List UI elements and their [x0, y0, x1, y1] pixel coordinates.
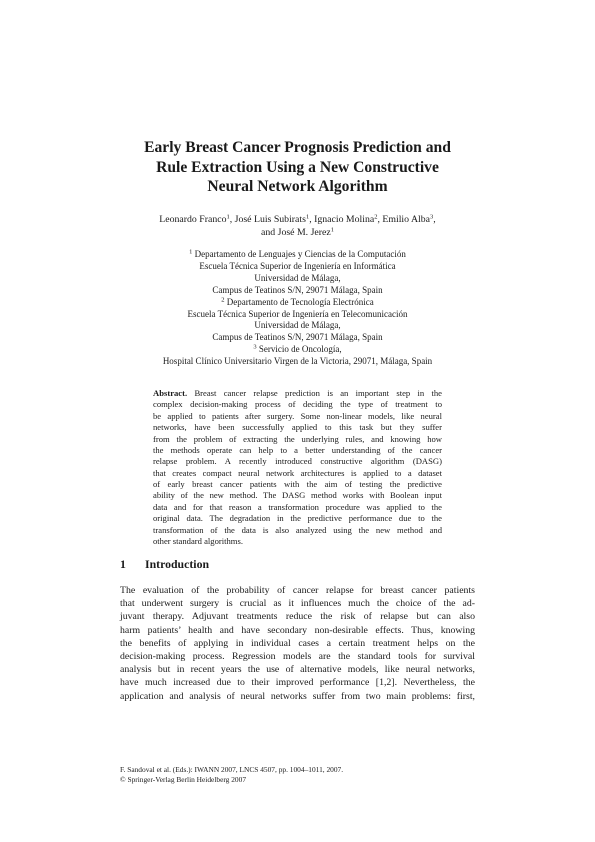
affiliation-line: Escuela Técnica Superior de Ingeniería en Telecomunicación: [187, 308, 408, 319]
body-line: the benefits of applying in individual cases a certain treatment helps on the: [120, 637, 475, 649]
affiliation-line: Hospital Clínico Universitario Virgen de la Victoria, 29071, Málaga, Spain: [162, 356, 433, 367]
author-line: [60, 226, 535, 239]
affil-marker: 2: [221, 296, 225, 304]
abstract: [153, 388, 442, 547]
affiliation-line: Campus de Teatinos S/N, 29071 Málaga, Spain: [212, 284, 383, 295]
abstract-line: be applied to patients after surgery. Some non-linear models, like neural: [153, 410, 442, 421]
affiliation-line: $^2$ Departamento de Tecnología Electrónica: [221, 296, 374, 307]
abstract-line: ability of the new method. The DASG method works with Boolean input: [153, 490, 442, 501]
title-line: Neural Network Algorithm: [207, 178, 388, 195]
affiliations: [60, 249, 535, 368]
title-line: Early Breast Cancer Prognosis Prediction and: [144, 139, 451, 156]
abstract-line: transformation of the data is also analyzed using the new method and: [153, 524, 442, 535]
copyright-line: © Springer-Verlag Berlin Heidelberg 2007: [120, 774, 247, 784]
affil-marker: 3: [430, 213, 434, 221]
title-line: Rule Extraction Using a New Constructive: [156, 158, 439, 176]
abstract-line: of early breast cancer patients with the aim of testing the predictive: [153, 479, 442, 489]
abstract-label: Abstract.: [153, 388, 188, 398]
affil-marker: 3: [253, 343, 257, 351]
abstract-line: Abstract. Breast cancer relapse prediction is an important step in the: [153, 388, 442, 398]
abstract-line: that creates compact neural network architectures is applied to a dataset: [153, 467, 442, 478]
affiliation-line: Universidad de Málaga,: [254, 272, 341, 283]
author-separator: ,: [433, 214, 436, 225]
author-name: Leonardo Franco: [159, 214, 227, 225]
affiliation-line: Campus de Teatinos S/N, 29071 Málaga, Spain: [212, 332, 383, 343]
body-line: have much increased due to their improved performance [1,2]. Nevertheless, the: [120, 677, 475, 689]
author-name: , Ignacio Molina: [309, 214, 375, 225]
author-name: , José Luis Subirats: [229, 214, 306, 225]
body-line: harm patients’ health and have secondary non-desirable effects. Thus, knowing: [120, 624, 475, 636]
affiliation-line: Escuela Técnica Superior de Ingeniería en Informática: [199, 260, 396, 271]
author-name: and José M. Jerez: [261, 227, 331, 239]
citation-line: F. Sandoval et al. (Eds.): IWANN 2007, LNCS 4507, pp. 1004–1011, 2007.: [120, 765, 344, 774]
abstract-line: relapse problem. A recently introduced constructive algorithm (DASG): [153, 456, 442, 467]
affiliation-line: $^3$ Servicio de Oncología,: [253, 343, 342, 355]
abstract-line: data and for that reason a transformation procedure was applied to the: [153, 501, 442, 512]
section-heading: [120, 557, 209, 572]
section-number: 1: [120, 557, 126, 571]
body-line: The evaluation of the probability of cancer relapse for breast cancer patients: [120, 585, 475, 596]
abstract-line: networks, have been successfully applied to this task but they suffer: [153, 422, 442, 433]
abstract-line: from the problem of extracting the underlying rules, and knowing how: [153, 433, 442, 444]
affil-marker: 1: [305, 213, 310, 221]
author-line: [60, 213, 535, 226]
body-line: decision-making process. Regression models are the standard tools for survival: [120, 650, 475, 662]
author-list: [60, 213, 535, 240]
abstract-line: other standard algorithms.: [153, 535, 243, 546]
publication-footer: [120, 765, 343, 784]
affil-marker: 1: [226, 213, 230, 221]
body-line: juvant therapy. Adjuvant treatments reduce the risk of relapse but can also: [120, 611, 475, 623]
affil-marker: 1: [330, 226, 334, 234]
paper-title: [60, 138, 535, 197]
body-line: analysis but in recent years the use of alternative models, like neural networks,: [120, 664, 475, 676]
author-name: , Emilio Alba: [377, 214, 430, 225]
affiliation-line: Universidad de Málaga,: [254, 320, 341, 331]
abstract-line: the methods operate can help to a better understanding of the cancer: [153, 444, 442, 455]
affil-marker: 1: [189, 248, 193, 256]
body-text: [120, 584, 475, 703]
abstract-line: complex decision-making process of deciding the type of treatment to: [153, 399, 442, 410]
body-line: that underwent surgery is crucial as it influences much the choice of the ad-: [120, 598, 475, 610]
affil-marker: 2: [374, 213, 378, 221]
abstract-line: original data. The degradation in the predictive performance due to the: [153, 513, 442, 524]
section-title: Introduction: [145, 557, 210, 571]
body-line: application and analysis of neural networks suffer from two main problems: first,: [120, 690, 475, 702]
affiliation-line: $^1$ Departamento de Lenguajes y Ciencias de la Computación: [189, 248, 406, 259]
